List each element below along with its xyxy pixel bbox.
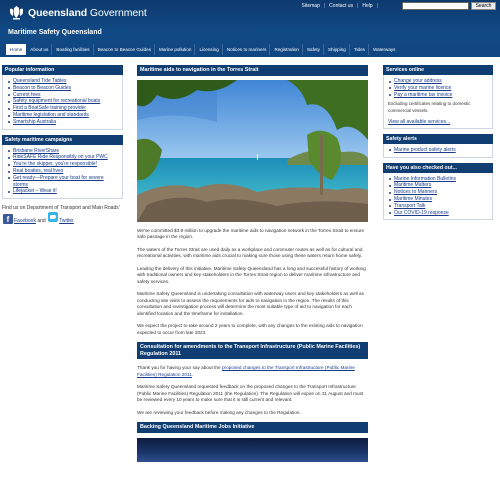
campaign-link[interactable]: Lifejacket – Wear it! xyxy=(13,188,57,195)
article-title-consultation: Consultation for amendments to the Transport Infrastructure (Public Marine Facilities) Regulation 2011 xyxy=(137,342,368,359)
popular-link[interactable]: Smartship Australia xyxy=(13,118,57,125)
separator: | xyxy=(323,3,326,9)
list-item[interactable] xyxy=(7,105,118,112)
list-item[interactable] xyxy=(7,112,118,119)
popular-info-title: Popular information xyxy=(2,65,123,75)
nav-notices[interactable]: Notices to mariners xyxy=(224,44,271,55)
campaign-link[interactable]: Get ready—Prepare your boat for severe storms xyxy=(13,174,104,188)
nav-marine-pollution[interactable]: Marine pollution xyxy=(156,44,195,55)
paragraph: Maritime Safety Queensland requested feedback on the proposed changes to the Transport Infrastructure (Public Marine Facilities) Regulation 2011 (the Regulation). The Regulation will expire on 31 August and must be reviewed every 10 years to make sure that it is still current and relevant. xyxy=(137,384,364,402)
list-item[interactable] xyxy=(388,92,488,99)
list-item[interactable] xyxy=(7,78,118,85)
paragraph: We are reviewing your feedback before making any changes to the Regulation. xyxy=(137,409,301,415)
services-online-box xyxy=(383,75,493,129)
nav-licensing[interactable]: Licensing xyxy=(196,44,222,55)
list-item[interactable] xyxy=(7,85,118,92)
paragraph xyxy=(137,365,368,378)
campaign-link[interactable]: Real boaties, real lives xyxy=(13,167,64,174)
checkout-link[interactable]: Our COVID-19 response xyxy=(394,209,449,216)
main-nav xyxy=(0,42,500,57)
services-note: Excluding certificates relating to domestic commercial vessels. xyxy=(388,101,471,113)
popular-link[interactable]: Safety equipment for recreational boats xyxy=(13,98,101,105)
campaign-link[interactable]: You're the skipper, you're responsible! xyxy=(13,161,97,168)
twitter-icon[interactable] xyxy=(48,212,58,222)
nav-beacon-guides[interactable]: Beacon to Beacon Guides xyxy=(95,44,155,55)
list-item[interactable] xyxy=(7,98,118,105)
list-item[interactable] xyxy=(388,182,488,189)
sitemap-link[interactable]: Sitemap xyxy=(301,3,320,9)
checkout-link[interactable]: Transport Talk xyxy=(394,202,426,209)
paragraph: Leading the delivery of this initiative, Maritime Safety Queensland has a long and successful history of working with traditional owners and key stakeholders in the Torres Strait region to deliver maritime infrastructure and safety services. xyxy=(137,265,366,284)
list-item[interactable] xyxy=(388,196,488,203)
alert-link[interactable]: Marine product safety alerts xyxy=(394,146,456,153)
popular-link[interactable]: Find a BoatSafe training provider xyxy=(13,105,87,112)
nav-registration[interactable]: Registration xyxy=(271,44,303,55)
list-item[interactable] xyxy=(7,148,118,155)
checked-out-box xyxy=(383,173,493,221)
social-find-us xyxy=(2,204,123,225)
facebook-link[interactable]: Facebook xyxy=(14,218,36,225)
search-input[interactable] xyxy=(402,2,469,10)
popular-link[interactable]: Beacon to Beacon Guides xyxy=(13,84,72,91)
site-title[interactable]: Maritime Safety Queensland xyxy=(8,29,102,36)
left-sidebar xyxy=(2,65,123,225)
list-item[interactable] xyxy=(388,210,488,217)
nav-safety[interactable]: Safety xyxy=(304,44,324,55)
checkout-link[interactable]: Marine Information Bulletins xyxy=(394,175,456,182)
paragraph: The waters of the Torres Strait are used daily as a workplace and commuter routes as well as for cultural and recreational activities, with maritime aids crucial to making sure those using these waters return home safely. xyxy=(137,246,363,258)
campaigns-box xyxy=(2,145,123,200)
site-header xyxy=(0,0,500,57)
list-item[interactable] xyxy=(7,175,118,189)
popular-link[interactable]: Queensland Tide Tables xyxy=(13,78,67,84)
list-item[interactable] xyxy=(388,85,488,92)
list-item[interactable] xyxy=(388,78,488,85)
nav-waterways[interactable]: Waterways xyxy=(372,47,396,52)
contact-us-link[interactable]: Contact us xyxy=(329,3,354,9)
list-item[interactable] xyxy=(7,154,118,161)
gov-name: Queensland Government xyxy=(28,7,147,19)
top-links xyxy=(302,3,382,9)
nav-tides[interactable]: Tides xyxy=(351,44,369,55)
list-item[interactable] xyxy=(388,176,488,183)
list-item[interactable] xyxy=(7,92,118,99)
text: Thank you for having your say about the xyxy=(137,365,222,370)
paragraph: We've committed $3.9 million to upgrade the maritime aids to navigation network in the Torres Strait to ensure safe passage in the region. xyxy=(137,227,365,239)
checkout-link[interactable]: Maritime Matters xyxy=(394,182,432,189)
popular-link[interactable]: Current fees xyxy=(13,91,41,98)
help-link[interactable]: Help xyxy=(362,3,373,9)
paragraph: Maritime Safety Queensland is undertaking consultation with waterway users and key stakeholders as well as conducting site visits to assess the requirements for aids to navigation in the region. The results of this consultation and investigation process will determine the most suitable type of aid to navigation for each identified location and the timeframe for installation. xyxy=(137,291,364,316)
proposed-changes-link[interactable]: proposed changes to the Transport Infrastructure (Public Marine Facilities) Regulation 2011 xyxy=(137,365,355,377)
campaigns-title: Safety maritime campaigns xyxy=(2,135,123,145)
and-text: and xyxy=(37,218,46,225)
checkout-link[interactable]: Notices to Mariners xyxy=(394,189,438,196)
separator: | xyxy=(376,3,378,9)
twitter-link[interactable]: Twitter xyxy=(59,218,74,225)
service-link[interactable]: Change your address xyxy=(394,78,442,84)
jobs-initiative-photo xyxy=(137,438,368,462)
separator: | xyxy=(357,3,359,9)
text: . xyxy=(191,371,194,377)
safety-alerts-box xyxy=(383,144,493,158)
find-us-text: Find us on Department of Transport and Main Roads' xyxy=(2,205,120,212)
service-link[interactable]: Verify your marine licence xyxy=(394,84,452,91)
list-item[interactable] xyxy=(388,189,488,196)
list-item[interactable] xyxy=(388,203,488,210)
popular-link[interactable]: Maritime legislation and standards xyxy=(13,111,89,118)
list-item[interactable] xyxy=(388,147,488,154)
popular-info-box xyxy=(2,75,123,130)
nav-home[interactable]: Home xyxy=(6,44,26,55)
services-online-title: Services online xyxy=(383,65,493,75)
nav-shipping[interactable]: Shipping xyxy=(325,44,350,55)
service-link[interactable]: Pay a maritime tax invoice xyxy=(394,91,453,98)
safety-alerts-title: Safety alerts xyxy=(383,134,493,144)
campaign-link[interactable]: Brisbane RiverShare xyxy=(13,147,60,154)
checkout-link[interactable]: Maritime Minutes xyxy=(394,195,433,202)
list-item[interactable] xyxy=(7,161,118,168)
main-content xyxy=(137,65,368,462)
article-title-jobs: Backing Queensland Maritime Jobs Initiative xyxy=(137,422,368,433)
coat-of-arms-icon xyxy=(8,5,25,21)
view-all-services-link[interactable]: View all available services... xyxy=(388,118,451,125)
right-sidebar xyxy=(383,65,493,225)
gov-logo[interactable] xyxy=(8,5,147,21)
checked-out-title: Have you also checked out... xyxy=(383,163,493,173)
torres-strait-photo xyxy=(137,80,368,222)
nav-about-us[interactable]: About us xyxy=(27,44,52,55)
facebook-icon[interactable]: f xyxy=(3,214,13,224)
article-title-torres: Maritime aids to navigation in the Torres Strait xyxy=(137,65,368,76)
list-item[interactable] xyxy=(7,119,118,126)
search-button[interactable]: Search xyxy=(471,2,496,10)
paragraph: We expect the project to take around 2 years to complete, with any changes to the existing aids to navigation expected to occur from late 2023. xyxy=(137,323,363,335)
list-item[interactable] xyxy=(7,168,118,175)
nav-boating-facilities[interactable]: Boating facilities xyxy=(53,44,93,55)
campaign-link[interactable]: RideSAFE Ride Responsibly on your PWC xyxy=(13,154,108,161)
list-item[interactable] xyxy=(7,188,118,195)
